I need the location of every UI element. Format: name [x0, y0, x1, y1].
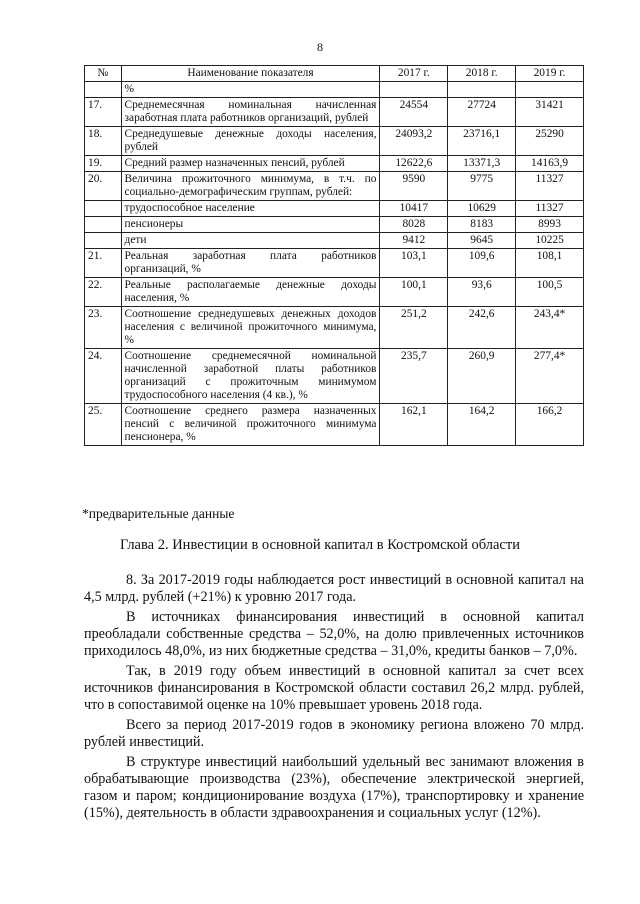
- cell-2018: 93,6: [448, 278, 516, 307]
- cell-2017: 103,1: [380, 249, 448, 278]
- cell-2019: 243,4*: [516, 307, 584, 349]
- table-header-row: [85, 66, 584, 82]
- cell-2019: [516, 82, 584, 98]
- header-2018: 2018 г.: [448, 66, 516, 82]
- table-row: [85, 249, 584, 278]
- cell-2019: 11327: [516, 172, 584, 201]
- body-paragraph: В источниках финансирования инвестиций в основной капитал преобладали собственные средства – 52,0%, на долю привлеченных источников приходилось 48,0%, из них бюджетные средства – 31,0%, кредиты банков – 7,0%.: [84, 609, 584, 659]
- cell-2017: 9412: [380, 233, 448, 249]
- cell-2019: 8993: [516, 217, 584, 233]
- cell-2017: 12622,6: [380, 156, 448, 172]
- cell-indicator-name: Величина прожиточного минимума, в т.ч. по социально-демографическим группам, рублей:: [121, 172, 380, 201]
- cell-2018: 8183: [448, 217, 516, 233]
- cell-2018: 23716,1: [448, 127, 516, 156]
- footnote: *предварительные данные: [82, 506, 235, 521]
- cell-indicator-name: %: [121, 82, 380, 98]
- cell-number: 23.: [85, 307, 122, 349]
- cell-2018: 27724: [448, 98, 516, 127]
- cell-2017: 10417: [380, 201, 448, 217]
- table-body: [85, 82, 584, 446]
- header-number: №: [85, 66, 122, 82]
- table-continuation-row: [85, 82, 584, 98]
- cell-2019: 25290: [516, 127, 584, 156]
- cell-number: [85, 201, 122, 217]
- cell-2019: 166,2: [516, 404, 584, 446]
- cell-number: 19.: [85, 156, 122, 172]
- cell-2017: 8028: [380, 217, 448, 233]
- cell-indicator-name: Реальная заработная плата работников организаций, %: [121, 249, 380, 278]
- body-paragraph: 8. За 2017-2019 годы наблюдается рост инвестиций в основной капитал на 4,5 млрд. рублей (+21%) к уровню 2017 года.: [84, 572, 584, 605]
- table-row: [85, 404, 584, 446]
- cell-2018: 242,6: [448, 307, 516, 349]
- table-row: [85, 156, 584, 172]
- cell-number: 18.: [85, 127, 122, 156]
- table-header: [85, 66, 584, 82]
- cell-2019: 277,4*: [516, 349, 584, 404]
- cell-2017: 251,2: [380, 307, 448, 349]
- cell-2018: 13371,3: [448, 156, 516, 172]
- cell-number: [85, 217, 122, 233]
- body-text: [84, 572, 584, 825]
- cell-2018: 109,6: [448, 249, 516, 278]
- cell-2017: 162,1: [380, 404, 448, 446]
- table-row: [85, 233, 584, 249]
- cell-2017: [380, 82, 448, 98]
- body-paragraph: Так, в 2019 году объем инвестиций в основной капитал за счет всех источников финансирования в Костромской области составил 26,2 млрд. рублей, что в сопоставимой оценке на 10% превышает уровень 2018 года.: [84, 663, 584, 713]
- cell-indicator-name: Средний размер назначенных пенсий, рублей: [121, 156, 380, 172]
- header-indicator-name: Наименование показателя: [121, 66, 380, 82]
- cell-2017: 9590: [380, 172, 448, 201]
- cell-2019: 14163,9: [516, 156, 584, 172]
- table-row: [85, 349, 584, 404]
- body-paragraph: В структуре инвестиций наибольший удельный вес занимают вложения в обрабатывающие производства (23%), обеспечение электрической энергией, газом и паром; кондиционирование воздуха (17%), транспортировку и хранение (15%), деятельность в области здравоохранения и социальных услуг (12%).: [84, 754, 584, 821]
- cell-2019: 108,1: [516, 249, 584, 278]
- cell-2017: 24554: [380, 98, 448, 127]
- table-row: [85, 127, 584, 156]
- page-number: 8: [317, 40, 323, 54]
- cell-2017: 235,7: [380, 349, 448, 404]
- cell-indicator-name: Соотношение среднего размера назначенных пенсий с величиной прожиточного минимума пенсионера, %: [121, 404, 380, 446]
- chapter-title: Глава 2. Инвестиции в основной капитал в Костромской области: [120, 537, 520, 553]
- header-2019: 2019 г.: [516, 66, 584, 82]
- cell-number: 17.: [85, 98, 122, 127]
- table-row: [85, 307, 584, 349]
- cell-2019: 31421: [516, 98, 584, 127]
- cell-indicator-name: дети: [121, 233, 380, 249]
- cell-2019: 11327: [516, 201, 584, 217]
- cell-number: 24.: [85, 349, 122, 404]
- cell-number: 22.: [85, 278, 122, 307]
- table-row: [85, 278, 584, 307]
- table-row: [85, 98, 584, 127]
- cell-2019: 100,5: [516, 278, 584, 307]
- cell-2018: 9775: [448, 172, 516, 201]
- cell-number: 20.: [85, 172, 122, 201]
- cell-2017: 100,1: [380, 278, 448, 307]
- cell-number: 25.: [85, 404, 122, 446]
- cell-indicator-name: Соотношение среднемесячной номинальной начисленной заработной платы работников организаций с прожиточным минимумом трудоспособного населения (4 кв.), %: [121, 349, 380, 404]
- cell-2019: 10225: [516, 233, 584, 249]
- cell-indicator-name: пенсионеры: [121, 217, 380, 233]
- header-2017: 2017 г.: [380, 66, 448, 82]
- table-row: [85, 217, 584, 233]
- cell-2018: 164,2: [448, 404, 516, 446]
- cell-indicator-name: Среднедушевые денежные доходы населения, рублей: [121, 127, 380, 156]
- cell-indicator-name: Реальные располагаемые денежные доходы населения, %: [121, 278, 380, 307]
- cell-2018: [448, 82, 516, 98]
- indicators-table: [84, 65, 584, 446]
- cell-indicator-name: Соотношение среднедушевых денежных доходов населения с величиной прожиточного минимума, %: [121, 307, 380, 349]
- cell-number: [85, 82, 122, 98]
- table-row: [85, 172, 584, 201]
- body-paragraph: Всего за период 2017-2019 годов в экономику региона вложено 70 млрд. рублей инвестиций.: [84, 717, 584, 750]
- cell-indicator-name: Среднемесячная номинальная начисленная заработная плата работников организаций, рублей: [121, 98, 380, 127]
- cell-2018: 10629: [448, 201, 516, 217]
- table-row: [85, 201, 584, 217]
- cell-2018: 260,9: [448, 349, 516, 404]
- cell-number: [85, 233, 122, 249]
- cell-2017: 24093,2: [380, 127, 448, 156]
- cell-2018: 9645: [448, 233, 516, 249]
- cell-indicator-name: трудоспособное население: [121, 201, 380, 217]
- cell-number: 21.: [85, 249, 122, 278]
